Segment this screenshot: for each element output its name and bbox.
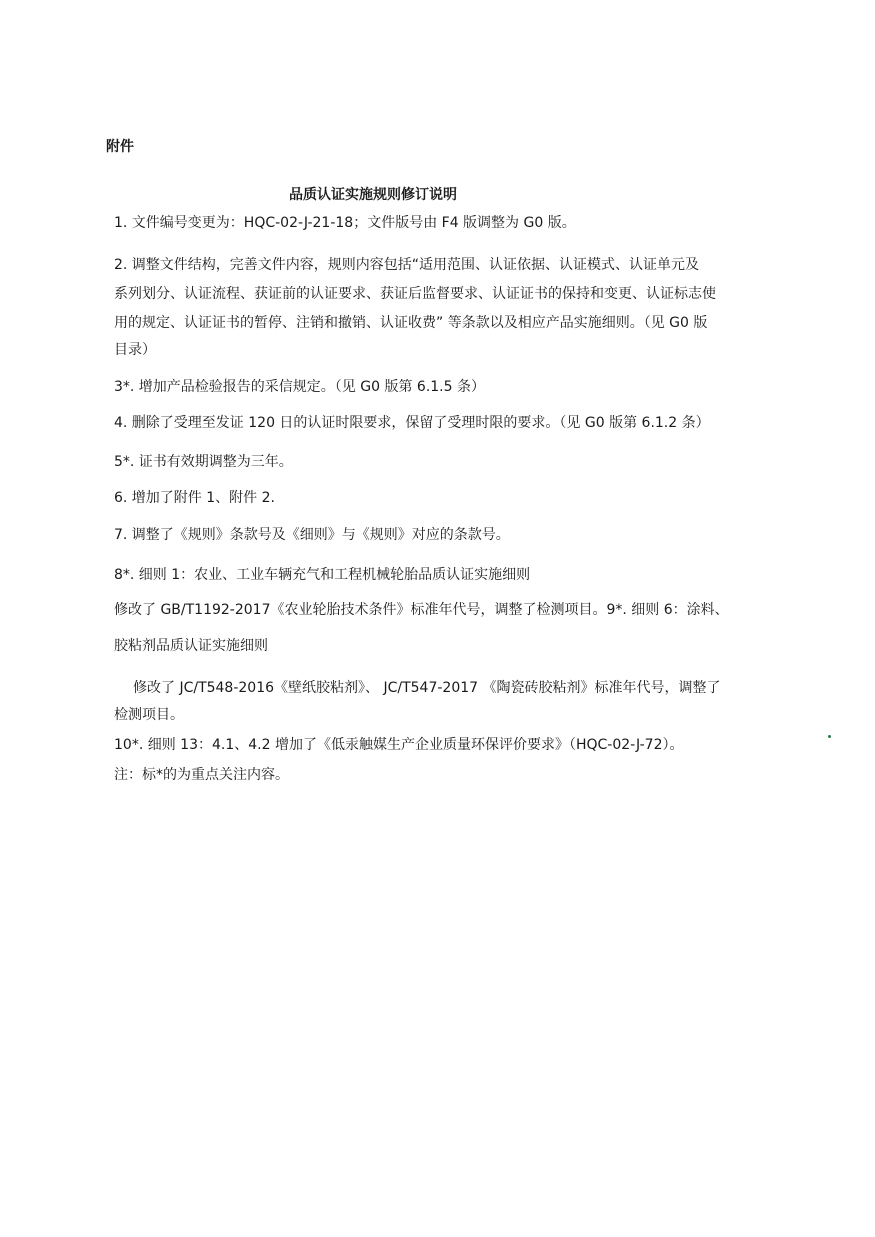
item-8-detail: 修改了 GB/T1192-2017《农业轮胎技术条件》标准年代号，调整了检测项目。9*. 细则 6：涂料、 xyxy=(114,602,729,618)
item-4: 4. 删除了受理至发证 120 日的认证时限要求，保留了受理时限的要求。（见 G0 版第 6.1.2 条） xyxy=(114,415,710,431)
item-2-line-1: 2. 调整文件结构，完善文件内容，规则内容包括“适用范围、认证依据、认证模式、认证单元及 xyxy=(114,257,700,273)
note: 注：标*的为重点关注内容。 xyxy=(114,767,289,783)
item-5: 5*. 证书有效期调整为三年。 xyxy=(114,454,293,470)
scan-speck xyxy=(828,735,831,738)
attachment-label: 附件 xyxy=(106,139,134,155)
document-title: 品质认证实施规则修订说明 xyxy=(289,187,457,203)
item-8-heading: 8*. 细则 1：农业、工业车辆充气和工程机械轮胎品质认证实施细则 xyxy=(114,567,531,583)
item-9-heading-continued: 胶粘剂品质认证实施细则 xyxy=(114,638,268,654)
item-10: 10*. 细则 13：4.1、4.2 增加了《低汞触媒生产企业质量环保评价要求》（HQC-02-J-72）。 xyxy=(114,737,684,753)
item-2-line-2: 系列划分、认证流程、获证前的认证要求、获证后监督要求、认证证书的保持和变更、认证标志使 xyxy=(114,286,716,302)
item-6: 6. 增加了附件 1、附件 2. xyxy=(114,490,275,506)
item-1: 1. 文件编号变更为：HQC-02-J-21-18；文件版号由 F4 版调整为 G0 版。 xyxy=(114,215,576,231)
item-2-line-3: 用的规定、认证证书的暂停、注销和撤销、认证收费” 等条款以及相应产品实施细则。（见 G0 版 xyxy=(114,315,708,331)
item-7: 7. 调整了《规则》条款号及《细则》与《规则》对应的条款号。 xyxy=(114,527,510,543)
item-3: 3*. 增加产品检验报告的采信规定。（见 G0 版第 6.1.5 条） xyxy=(114,379,485,395)
item-9-detail-line-2: 检测项目。 xyxy=(114,707,184,723)
item-9-detail-line-1: 修改了 JC/T548-2016《壁纸胶粘剂》、 JC/T547-2017 《陶瓷砖胶粘剂》标准年代号，调整了 xyxy=(133,680,721,696)
item-2-line-4: 目录） xyxy=(114,342,156,358)
